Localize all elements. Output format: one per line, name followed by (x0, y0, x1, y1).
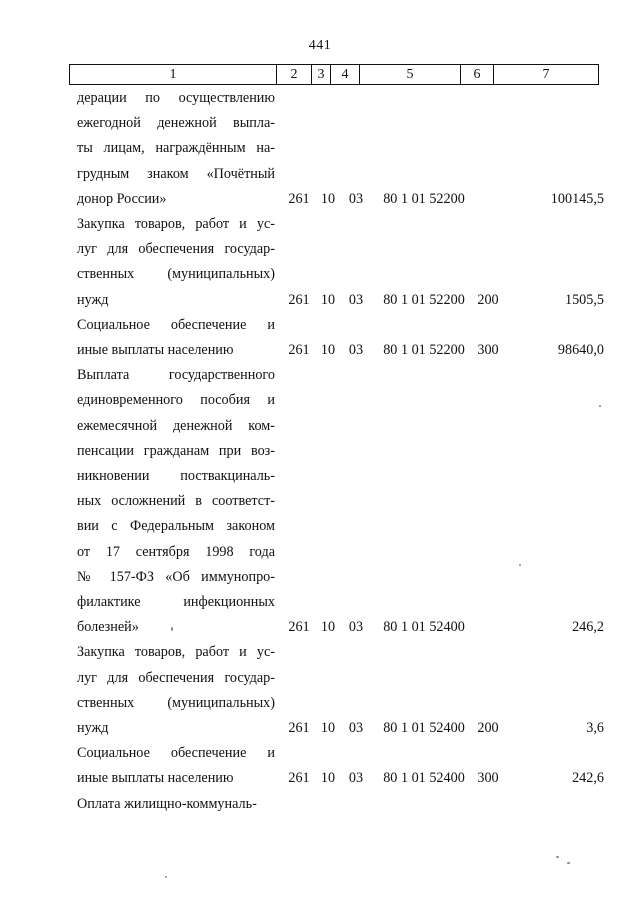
cell-subsection: 03 (348, 719, 364, 736)
cell-amount: 1505,5 (564, 291, 604, 308)
description-line: Закупка товаров, работ и ус- (77, 644, 275, 661)
cell-target-article: 80 1 01 52400 (383, 719, 465, 736)
cell-target-article: 80 1 01 52400 (383, 619, 465, 636)
description-line: пенсации гражданам при воз- (77, 442, 275, 459)
row-description (77, 313, 275, 363)
description-line: № 157-ФЗ «Об иммунопро- (77, 568, 275, 585)
description-line: ственных (муниципальных) (77, 694, 275, 711)
scan-speck (556, 856, 559, 858)
header-col-5: 5 (360, 65, 461, 85)
row-description (77, 363, 275, 640)
cell-expense-type: 200 (477, 719, 499, 736)
cell-subsection: 03 (348, 190, 364, 207)
cell-ministry-code: 261 (288, 341, 310, 358)
cell-subsection: 03 (348, 341, 364, 358)
description-line: филактике инфекционных (77, 594, 275, 611)
cell-subsection: 03 (348, 291, 364, 308)
cell-subsection: 03 (348, 770, 364, 787)
scan-speck (171, 627, 173, 631)
description-line: нужд (77, 720, 109, 736)
description-line: грудным знаком «Почётный (77, 165, 275, 182)
description-line: Оплата жилищно-коммуналь- (77, 795, 257, 812)
description-line: Закупка товаров, работ и ус- (77, 216, 275, 232)
cell-amount: 242,6 (572, 770, 604, 787)
header-col-2: 2 (277, 65, 312, 85)
description-line: никновении поствакциналь- (77, 468, 275, 484)
cell-target-article: 80 1 01 52200 (383, 341, 465, 358)
cell-ministry-code: 261 (288, 190, 310, 207)
scan-speck (599, 405, 601, 407)
scan-speck (567, 862, 570, 864)
header-col-3: 3 (312, 65, 331, 85)
cell-expense-type: 300 (477, 341, 499, 358)
cell-amount: 100145,5 (550, 190, 604, 207)
description-line: ежегодной денежной выпла- (77, 115, 275, 132)
description-line: ты лицам, награждённым на- (77, 140, 275, 157)
header-col-6: 6 (461, 65, 494, 85)
description-line: дерации по осуществлению (77, 90, 275, 106)
scan-speck (165, 876, 167, 878)
row-description (77, 212, 275, 313)
cell-ministry-code: 261 (288, 619, 310, 636)
cell-amount: 246,2 (572, 619, 604, 636)
description-line: луг для обеспечения государ- (77, 669, 275, 686)
description-line: иные выплаты населению (77, 770, 234, 787)
cell-ministry-code: 261 (288, 719, 310, 736)
row-description (77, 640, 275, 741)
description-line: иные выплаты населению (77, 342, 234, 358)
page-number: 441 (308, 38, 332, 53)
cell-ministry-code: 261 (288, 291, 310, 308)
cell-section: 10 (320, 341, 336, 358)
cell-ministry-code: 261 (288, 770, 310, 787)
description-line: Выплата государственного (77, 367, 275, 384)
description-line: от 17 сентября 1998 года (77, 543, 275, 560)
row-description (77, 741, 275, 791)
cell-section: 10 (320, 719, 336, 736)
description-line: луг для обеспечения государ- (77, 241, 275, 258)
description-line: Социальное обеспечение и (77, 316, 275, 333)
description-line: вии с Федеральным законом (77, 518, 275, 535)
description-line: нужд (77, 291, 109, 308)
row-description (77, 792, 275, 817)
cell-expense-type: 300 (477, 770, 499, 787)
cell-expense-type: 200 (477, 291, 499, 308)
description-line: ных осложнений в соответст- (77, 493, 275, 510)
cell-target-article: 80 1 01 52200 (383, 291, 465, 308)
description-line: болезней» (77, 619, 139, 636)
row-description (77, 86, 275, 212)
description-line: донор России» (77, 190, 167, 207)
cell-section: 10 (320, 770, 336, 787)
cell-section: 10 (320, 190, 336, 207)
cell-section: 10 (320, 291, 336, 308)
header-col-4: 4 (331, 65, 360, 85)
description-line: ежемесячной денежной ком- (77, 417, 275, 434)
description-line: ственных (муниципальных) (77, 266, 275, 283)
scan-speck (519, 564, 521, 566)
description-line: единовременного пособия и (77, 392, 275, 409)
cell-amount: 98640,0 (557, 341, 604, 358)
header-col-1: 1 (70, 65, 277, 85)
cell-target-article: 80 1 01 52400 (383, 770, 465, 787)
cell-amount: 3,6 (586, 719, 604, 736)
cell-target-article: 80 1 01 52200 (383, 190, 465, 207)
header-col-7: 7 (494, 65, 599, 85)
cell-subsection: 03 (348, 619, 364, 636)
cell-section: 10 (320, 619, 336, 636)
description-line: Социальное обеспечение и (77, 745, 275, 762)
